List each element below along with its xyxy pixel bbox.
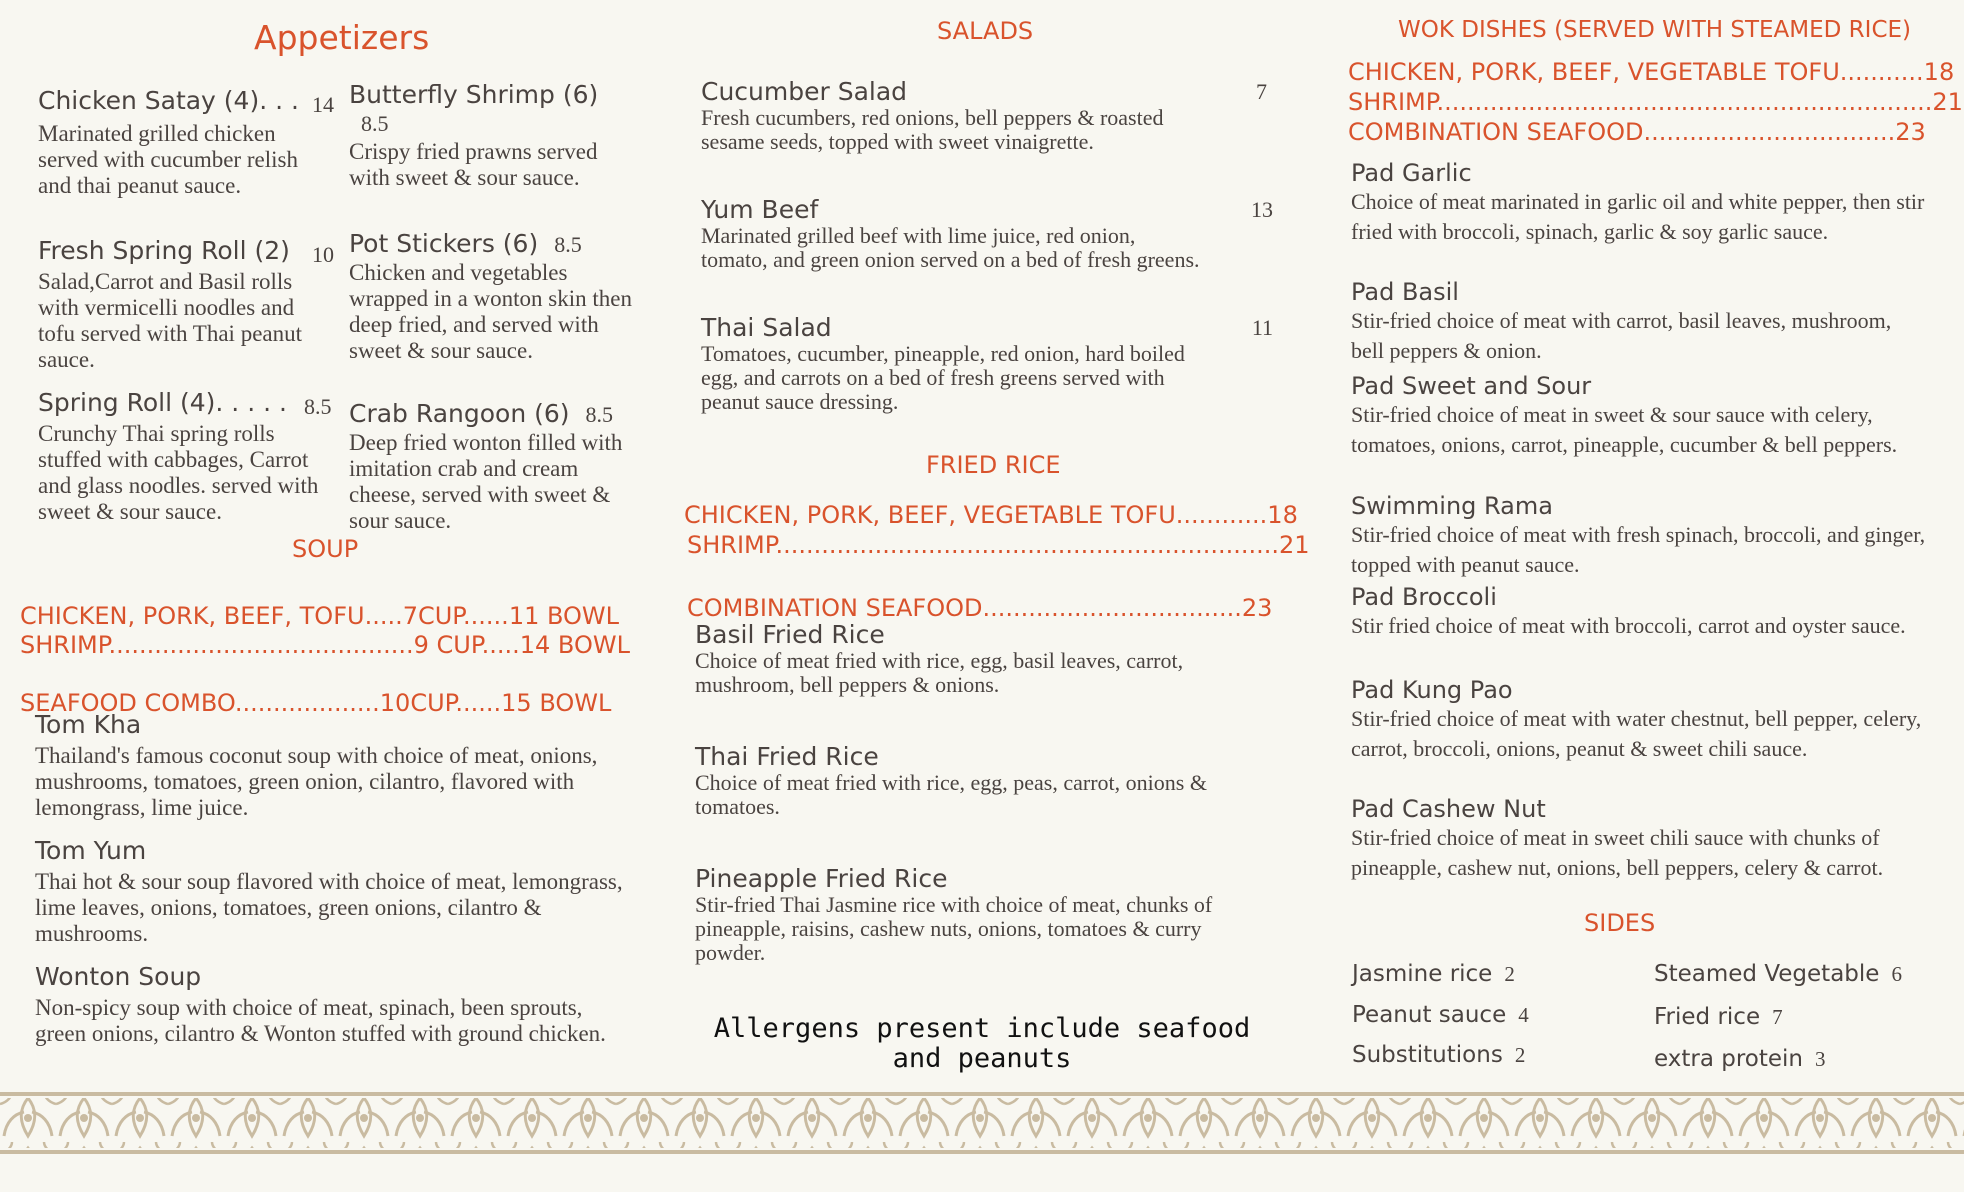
side-item xyxy=(1654,1046,1826,1072)
item-description: Tomatoes, cucumber, pineapple, red onion, hard boiled egg, and carrots on a bed of fresh greens served with peanut sauce dressing. xyxy=(701,341,1185,414)
menu-item xyxy=(1351,676,1927,764)
item-description: Marinated grilled beef with lime juice, red onion, tomato, and green onion served on a bed of fresh greens. xyxy=(701,223,1200,272)
menu-item xyxy=(695,742,1275,819)
item-price: 8.5 xyxy=(304,394,332,419)
menu-item xyxy=(349,229,633,364)
item-name: Fresh Spring Roll (2) xyxy=(38,236,290,265)
menu-item xyxy=(701,313,1273,414)
side-name: Substitutions xyxy=(1352,1042,1503,1068)
item-name: Pad Broccoli xyxy=(1351,583,1497,611)
menu-item xyxy=(701,195,1273,272)
item-description: Marinated grilled chicken served with cucumber relish and thai peanut sauce. xyxy=(38,121,298,198)
menu-item xyxy=(1351,159,1927,247)
item-price: 14 xyxy=(312,92,334,117)
side-item xyxy=(1352,1042,1525,1068)
soup-price-line: CHICKEN, PORK, BEEF, TOFU.....7CUP......11 BOWL xyxy=(20,602,620,630)
item-description: Thai hot & sour soup flavored with choice of meat, lemongrass, lime leaves, onions, tomatoes, green onions, cilantro & mushrooms. xyxy=(35,869,623,946)
item-name: Yum Beef xyxy=(701,195,819,224)
menu-item xyxy=(695,620,1275,697)
item-name: Thai Fried Rice xyxy=(695,742,879,771)
item-description: Non-spicy soup with choice of meat, spinach, been sprouts, green onions, cilantro & Wonton stuffed with ground chicken. xyxy=(35,995,606,1046)
side-name: Jasmine rice xyxy=(1352,961,1493,987)
item-description: Deep fried wonton filled with imitation crab and cream cheese, served with sweet & sour sauce. xyxy=(349,430,623,533)
fried-rice-price-line: COMBINATION SEAFOOD..................................23 xyxy=(687,594,1273,622)
item-name: Butterfly Shrimp (6) xyxy=(349,80,599,109)
item-description: Stir-fried choice of meat in sweet & sour sauce with celery, tomatoes, onions, carrot, pineapple, cucumber & bell peppers. xyxy=(1351,402,1898,457)
item-description: Stir-fried choice of meat in sweet chili sauce with chunks of pineapple, cashew nut, onions, bell peppers, celery & carrot. xyxy=(1351,825,1884,880)
item-name: Crab Rangoon (6) xyxy=(349,399,570,428)
item-name: Thai Salad xyxy=(701,313,832,342)
soup-title: SOUP xyxy=(292,535,359,563)
side-name: extra protein xyxy=(1654,1046,1803,1072)
item-name: Cucumber Salad xyxy=(701,77,908,106)
item-price: 11 xyxy=(1251,315,1273,340)
item-price: 10 xyxy=(312,242,334,267)
menu-item xyxy=(35,710,635,821)
item-price: 7 xyxy=(1256,79,1267,104)
wok-price-line: CHICKEN, PORK, BEEF, VEGETABLE TOFU...........18 xyxy=(1348,58,1955,86)
item-description: Chicken and vegetables wrapped in a wonton skin then deep fried, and served with sweet & sour sauce. xyxy=(349,260,632,363)
item-name: Pad Cashew Nut xyxy=(1351,795,1546,823)
side-item xyxy=(1352,961,1515,987)
item-description: Stir-fried choice of meat with water chestnut, bell pepper, celery, carrot, broccoli, onions, peanut & sweet chili sauce. xyxy=(1351,706,1922,761)
side-item xyxy=(1654,961,1902,987)
menu-item xyxy=(695,864,1275,965)
item-name: Chicken Satay (4). . . xyxy=(38,86,299,115)
wok-title: WOK DISHES (SERVED WITH STEAMED RICE) xyxy=(1398,17,1912,43)
item-price: 8.5 xyxy=(554,232,582,257)
item-description: Crispy fried prawns served with sweet & sour sauce. xyxy=(349,139,598,190)
menu-item xyxy=(1351,278,1927,366)
decorative-border xyxy=(0,1092,1964,1154)
menu-item xyxy=(349,80,633,191)
wok-price-line: SHRIMP.................................................................21 xyxy=(1348,88,1963,116)
item-description: Stir-fried choice of meat with fresh spinach, broccoli, and ginger, topped with peanut sauce. xyxy=(1351,522,1926,577)
item-name: Pad Garlic xyxy=(1351,159,1472,187)
item-name: Pad Basil xyxy=(1351,278,1459,306)
item-price: 8.5 xyxy=(361,111,389,136)
soup-price-line: SHRIMP........................................9 CUP.....14 BOWL xyxy=(20,631,630,659)
fried-rice-price-line: CHICKEN, PORK, BEEF, VEGETABLE TOFU............18 xyxy=(684,501,1298,529)
item-name: Swimming Rama xyxy=(1351,492,1553,520)
side-price: 3 xyxy=(1815,1047,1826,1071)
salads-title: SALADS xyxy=(937,17,1034,45)
side-name: Steamed Vegetable xyxy=(1654,961,1880,987)
item-description: Stir fried choice of meat with broccoli, carrot and oyster sauce. xyxy=(1351,613,1906,638)
item-description: Stir-fried choice of meat with carrot, basil leaves, mushroom, bell peppers & onion. xyxy=(1351,308,1892,363)
item-name: Pad Kung Pao xyxy=(1351,676,1513,704)
menu-item xyxy=(1351,795,1927,883)
item-name: Pot Stickers (6) xyxy=(349,229,539,258)
fried-rice-price-line: SHRIMP..................................................................21 xyxy=(687,531,1310,559)
side-price: 2 xyxy=(1504,962,1515,986)
side-name: Peanut sauce xyxy=(1352,1002,1507,1028)
item-name: Spring Roll (4). . . . . xyxy=(38,388,287,417)
menu-item xyxy=(701,77,1273,154)
item-description: Choice of meat fried with rice, egg, basil leaves, carrot, mushroom, bell peppers & onions. xyxy=(695,648,1184,697)
sides-title: SIDES xyxy=(1584,909,1656,937)
side-price: 7 xyxy=(1772,1005,1783,1029)
appetizers-title: Appetizers xyxy=(254,18,430,57)
item-name: Pad Sweet and Sour xyxy=(1351,372,1592,400)
side-price: 2 xyxy=(1514,1043,1526,1067)
item-description: Stir-fried Thai Jasmine rice with choice of meat, chunks of pineapple, raisins, cashew nuts, onions, tomatoes & curry powder. xyxy=(695,892,1213,965)
menu-item xyxy=(38,236,336,373)
item-name: Pineapple Fried Rice xyxy=(695,864,948,893)
menu-item xyxy=(1351,492,1927,580)
item-name: Basil Fried Rice xyxy=(695,620,885,649)
item-name: Wonton Soup xyxy=(35,962,202,991)
item-description: Crunchy Thai spring rolls stuffed with cabbages, Carrot and glass noodles. served with sweet & sour sauce. xyxy=(38,421,319,524)
menu-item xyxy=(349,399,633,534)
side-item xyxy=(1654,1004,1783,1030)
allergen-notice: Allergens present include seafood and peanuts xyxy=(713,1013,1251,1074)
side-name: Fried rice xyxy=(1654,1004,1761,1030)
menu-item xyxy=(1351,372,1927,460)
wok-price-line: COMBINATION SEAFOOD.................................23 xyxy=(1348,118,1926,146)
side-price: 4 xyxy=(1518,1003,1529,1027)
soup-price-line: SEAFOOD COMBO...................10CUP......15 BOWL xyxy=(20,689,612,717)
menu-item xyxy=(38,388,336,525)
item-description: Choice of meat marinated in garlic oil and white pepper, then stir fried with broccoli, spinach, garlic & soy garlic sauce. xyxy=(1351,189,1925,244)
side-price: 6 xyxy=(1891,962,1902,986)
item-description: Choice of meat fried with rice, egg, peas, carrot, onions & tomatoes. xyxy=(695,770,1207,819)
menu-item xyxy=(1351,583,1927,641)
menu-item xyxy=(35,836,635,947)
item-description: Fresh cucumbers, red onions, bell peppers & roasted sesame seeds, topped with sweet vinaigrette. xyxy=(701,105,1164,154)
item-description: Thailand's famous coconut soup with choice of meat, onions, mushrooms, tomatoes, green onion, cilantro, flavored with lemongrass, lime juice. xyxy=(35,743,598,820)
side-item xyxy=(1352,1002,1529,1028)
menu-item xyxy=(38,86,336,199)
item-price: 8.5 xyxy=(585,402,614,427)
item-description: Salad,Carrot and Basil rolls with vermicelli noodles and tofu served with Thai peanut sauce. xyxy=(38,269,303,372)
fried-rice-title: FRIED RICE xyxy=(926,451,1061,479)
item-name: Tom Yum xyxy=(35,836,147,865)
item-name: Tom Kha xyxy=(35,710,142,739)
menu-item xyxy=(35,962,635,1047)
item-price: 13 xyxy=(1251,197,1273,222)
